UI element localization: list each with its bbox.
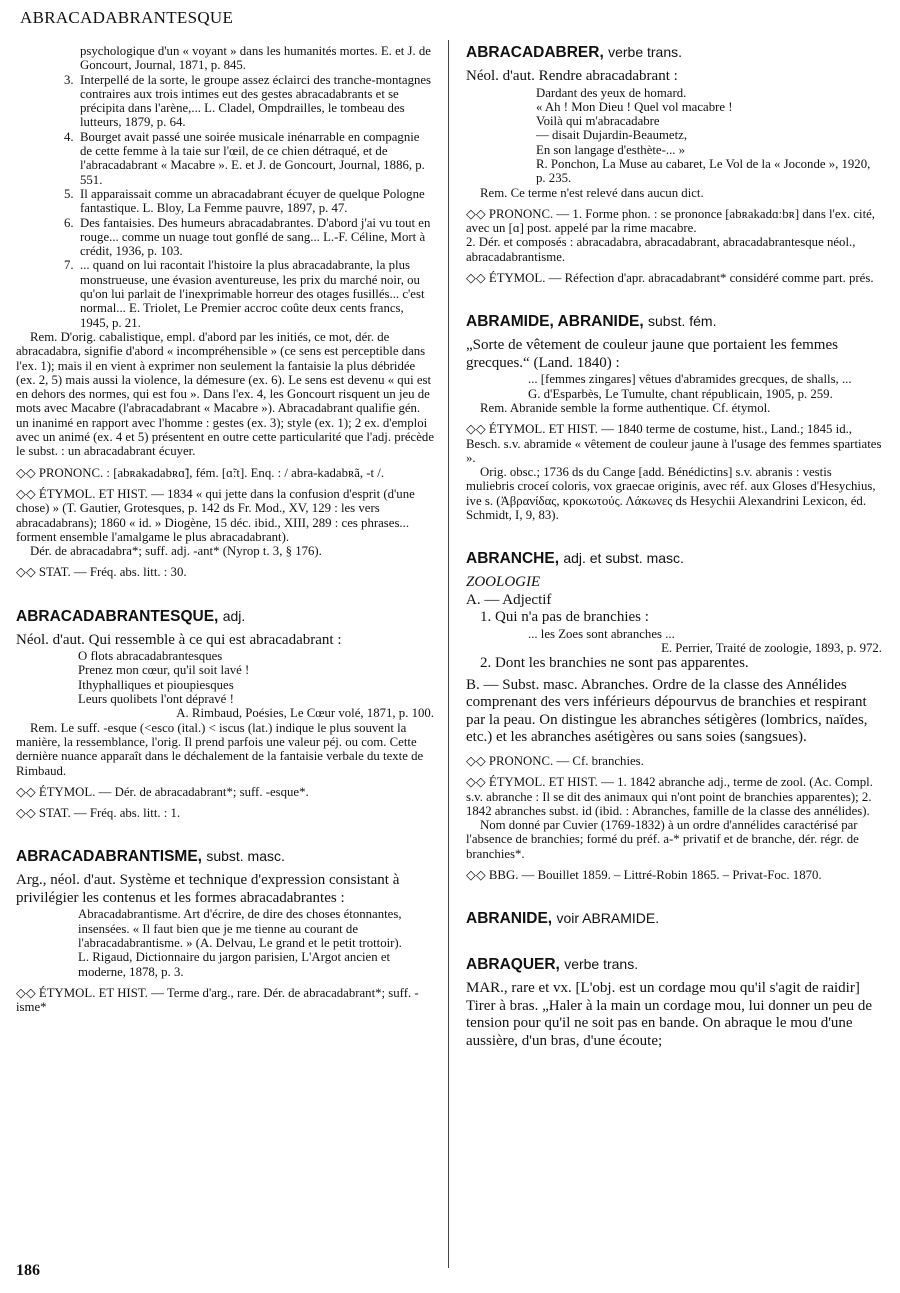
derivatives-abracadabrer: 2. Dér. et composés : abracadabra, abracadabrant, abracadabrantesque néol., abracadabrantisme. (466, 235, 856, 264)
page-number: 186 (16, 1262, 40, 1279)
sense-a2: 2. Dont les branchies ne sont pas apparentes. (480, 655, 749, 672)
definition-abraquer: MAR., rare et vx. [L'obj. est un cordage mou qu'il s'agit de raidir] Tirer à bras. „Haler à la main un cordage mou, lui donner un peu de tension pour qu'il ne soit pas en bande. On abraque le mou d'une aussière, d'un bras, d'une écoute; (466, 980, 872, 1049)
headword: ABRANCHE, (466, 550, 559, 568)
example-2-continued: psychologique d'un « voyant » dans les humanités mortes. E. et J. de Goncourt, Journal, 1871, p. 845. (80, 44, 431, 73)
column-divider (448, 40, 449, 1268)
part-of-speech: adj. et subst. masc. (563, 550, 684, 567)
etymology-origin: Orig. obsc.; 1736 ds du Cange [add. Bénédictins] s.v. abranis : vestis muliebris croceí coloris, vox graecae originis, avec réf. aux Gloses d'Hesychius, ive s. (Ἀβρανίδας, κροκωτούς. Λάκωνες ds Hesychii Alexandrini Lexicon, éd. Schmidt, I, 9, 83). (466, 465, 876, 523)
example-number: 7. (64, 258, 74, 273)
poem-line: Ithyphalliques et pioupiesques (78, 677, 234, 692)
etymology-abranche: ◇◇ ÉTYMOL. ET HIST. — 1. 1842 abranche adj., terme de zool. (Ac. Compl. s.v. abranche : Il se dit des animaux qui n'ont point de branchies apparentes); 2. 1842 abranches subst. id (ibid. : Abranches, famille de la classe des annélides). (466, 775, 873, 818)
part-of-speech: subst. masc. (206, 848, 285, 865)
headword: ABRAMIDE, ABRANIDE, (466, 313, 644, 331)
example-3 (64, 73, 434, 130)
example-text: Bourget avait passé une soirée musicale inénarrable en compagnie de cette femme à la taie sur l'œil, de ce chien détraqué, et de l'abracadabrant « Macabre ». E. et J. de Goncourt, Journal, 1886, p. 551. (80, 129, 425, 187)
remark-abracadabrant: Rem. D'orig. cabalistique, empl. d'abord par les initiés, ce mot, dér. de abracadabra, signifie d'abord « incompréhensible » (ce sens est perceptible dans l'ex. 1); mais il en vient à exprimer non seulement la fantaisie la plus débridée (ex. 2, 5) mais aussi la violence, la démesure (ex. 6). Le sens est devenu « qui est en dehors des normes, qui est fou ». Dans l'ex. 4, les Goncourt risquent un jeu de mots avec Macabre (l'abracadabrant « Macabre »). Abracadabrant qualifie gén. un inanimé en rapport avec l'homme : gestes (ex. 3); style (ex. 1); 2 ex. d'emploi avec un animé (ex. 4 et 5) présentent en outre cette particularité que l'adj. précède le subst. : un abracadabrant écuyer. (16, 329, 434, 459)
remark-abracadabrantesque: Rem. Le suff. -esque (<esco (ital.) < iscus (lat.) indique le plus souvent la manière, la ressemblance, l'orig. Il prend parfois une valeur péj. ou com. Cette dernière nuance apparaît dans le déchalement de la fantaisie verbale du texte de Rimbaud. (16, 720, 424, 778)
running-head: ABRACADABRANTESQUE (20, 8, 234, 27)
poem-line: O flots abracadabrantesques (78, 649, 223, 664)
poem-quote (536, 86, 882, 186)
etymology-note: Nom donné par Cuvier (1769-1832) à un ordre d'annélides caractérisé par l'absence de branchies; formé du préf. a-* privatif et de branche, dér. régr. de branchies*. (466, 818, 859, 861)
quote-source: A. Rimbaud, Poésies, Le Cœur volé, 1871, p. 100. (176, 706, 434, 721)
stat-abracadabrant: ◇◇ STAT. — Fréq. abs. litt. : 30. (16, 565, 187, 580)
quote-abracadabrantisme: Abracadabrantisme. Art d'écrire, de dire des choses étonnantes, insensées. « Il faut bien que je me tienne au courant de l'abracadabrantisme. » (A. Delvau, Le grand et le petit trottoir). (78, 907, 402, 951)
headword: ABRACADABRER, (466, 44, 604, 61)
definition-abracadabrer: Néol. d'aut. Rendre abracadabrant : (466, 68, 678, 84)
pronunciation-abranche: ◇◇ PRONONC. — Cf. branchies. (466, 753, 644, 768)
headword: ABRAQUER, (466, 956, 560, 974)
headword-abranide (466, 910, 882, 928)
remark-abracadabrer: Rem. Ce terme n'est relevé dans aucun dict. (480, 185, 704, 200)
poem-line: Dardant des yeux de homard. (536, 85, 687, 100)
poem-line: Leurs quolibets l'ont dépravé ! (78, 692, 234, 707)
headword-abracadabrantisme (16, 848, 434, 866)
definition-abramide: „Sorte de vêtement de couleur jaune que portaient les femmes grecques.“ (Land. 1840) : (466, 337, 838, 371)
example-text: Interpellé de la sorte, le groupe assez éclairci des tranche-montagnes contraires aux trois intimes eut des gestes abracadabrants et se précipita dans l'arène,... L. Cladel, Ompdrailles, le tombeau des lutteurs, 1879, p. 64. (80, 72, 432, 130)
headword: ABRANIDE, (466, 910, 553, 928)
example-4 (64, 130, 434, 187)
part-of-speech: verbe trans. (564, 956, 639, 973)
definition-abracadabrantesque: Néol. d'aut. Qui ressemble à ce qui est abracadabrant : (16, 631, 342, 648)
example-text: Il apparaissait comme un abracadabrant écuyer de quelque Pologne fantastique. L. Bloy, La Femme pauvre, 1897, p. 47. (80, 186, 425, 216)
cross-reference: voir ABRAMIDE. (556, 910, 660, 927)
quote-source: R. Ponchon, La Muse au cabaret, Le Vol de la « Joconde », 1920, p. 235. (536, 156, 871, 186)
sense-a1: 1. Qui n'a pas de branchies : (480, 609, 649, 626)
sense-a-label: A. — Adjectif (466, 591, 552, 608)
headword-abraquer (466, 956, 882, 974)
poem-quote (78, 649, 434, 720)
etymology-derivation: Dér. de abracadabra*; suff. adj. -ant* (Nyrop t. 3, § 176). (30, 544, 322, 559)
etymology-abracadabrantesque: ◇◇ ÉTYMOL. — Dér. de abracadabrant*; suff. -esque*. (16, 784, 309, 799)
quote-source: G. d'Esparbès, Le Tumulte, chant républicain, 1905, p. 259. (528, 386, 833, 401)
poem-line: Prenez mon cœur, qu'il soit lavé ! (78, 663, 250, 678)
bibliography-abranche: ◇◇ BBG. — Bouillet 1859. – Littré-Robin 1865. – Privat-Foc. 1870. (466, 868, 822, 882)
part-of-speech: adj. (222, 607, 246, 624)
part-of-speech: subst. fém. (648, 313, 717, 330)
headword: ABRACADABRANTISME, (16, 848, 202, 866)
etymology-abramide: ◇◇ ÉTYMOL. ET HIST. — 1840 terme de costume, hist., Land.; 1845 id., Besch. s.v. abramide « vêtement de couleur jaune à l'usage des femmes spartiates ». (466, 422, 882, 465)
stat-abracadabrantesque: ◇◇ STAT. — Fréq. abs. litt. : 1. (16, 806, 181, 821)
definition-abracadabrantisme: Arg., néol. d'aut. Système et technique d'expression consistant à privilégier les contenus et les formes abracadabrantes : (16, 872, 400, 906)
example-number: 4. (64, 129, 74, 144)
example-number: 6. (64, 215, 74, 230)
example-list (16, 73, 434, 330)
domain-label: ZOOLOGIE (466, 574, 541, 591)
poem-line: — disait Dujardin-Beaumetz, (536, 128, 688, 143)
example-number: 3. (64, 72, 74, 87)
etymology-abracadabrant: ◇◇ ÉTYMOL. ET HIST. — 1834 « qui jette dans la confusion d'esprit (d'une chose) » (T. Gautier, Grotesques, p. 142 ds Fr. Mod., XV, 129 : les vers abracadabrans); 1860 « id. » Diogène, 15 déc. ibid., XIII, 289 : ces phrases... forment ensemble l'amalgame le plus abracadabrant). (16, 486, 415, 544)
headword-abracadabrantesque (16, 608, 434, 626)
quote-abranche: ... les Zoes sont abranches ... (528, 626, 675, 641)
right-column (466, 44, 882, 1050)
poem-line: Voilà qui m'abracadabre (536, 114, 660, 129)
example-text: Des fantaisies. Des humeurs abracadabrantes. D'abord j'ai vu tout en rouge... comme un nuage tout gonflé de sang... L.-F. Céline, Mort à crédit, 1936, p. 103. (80, 215, 431, 259)
remark-abramide: Rem. Abranide semble la forme authentique. Cf. étymol. (480, 400, 771, 415)
etymology-abracadabrantisme: ◇◇ ÉTYMOL. ET HIST. — Terme d'arg., rare. Dér. de abracadabrant*; suff. -isme* (16, 985, 419, 1015)
example-6 (64, 216, 434, 259)
pronunciation-abracadabrant: ◇◇ PRONONC. : [abʀakadabʀɑ̃], fém. [ɑ̃:t]. Enq. : / abra-kadabʀã, -t /. (16, 465, 385, 480)
quote-source: L. Rigaud, Dictionnaire du jargon parisien, L'Argot ancien et moderne, 1878, p. 3. (78, 950, 391, 979)
sense-b: B. — Subst. masc. Abranches. Ordre de la classe des Annélides comprenant des vers inférieurs dépourvus de branchies et respirant par la peau. On distingue les abranches sétigères (lombrics, naïdes, etc.) et les abranches asétigères ou sans soies (sangsues). (466, 676, 868, 746)
example-5 (64, 187, 434, 216)
headword-abranche (466, 550, 882, 568)
example-7 (64, 258, 434, 329)
example-number: 5. (64, 186, 74, 201)
part-of-speech: verbe trans. (608, 44, 683, 60)
headword: ABRACADABRANTESQUE, (16, 607, 219, 625)
headword-abracadabrer (466, 44, 882, 62)
example-text: ... quand on lui racontait l'histoire la plus abracadabrante, la plus monstrueuse, une évasion aventureuse, les prix du marché noir, ou qu'on lui parlait de l'inexprimable horreur des otages fusillés... c'est normal... E. Triolet, Le Premier accroc coûte deux cents francs, 1945, p. 21. (80, 258, 425, 330)
poem-line: « Ah ! Mon Dieu ! Quel vol macabre ! (536, 99, 733, 114)
pronunciation-abracadabrer: ◇◇ PRONONC. — 1. Forme phon. : se prononce [abʀakadɑ:bʀ] dans l'ex. cité, avec un [ɑ] post. appelé par la rime macabre. (466, 206, 876, 236)
quote-abramide: ... [femmes zingares] vêtues d'abramides grecques, de shalls, ... (528, 372, 852, 387)
quote-source: E. Perrier, Traité de zoologie, 1893, p. 972. (661, 641, 882, 656)
headword-abramide (466, 313, 882, 331)
left-column (16, 44, 434, 1015)
etymology-abracadabrer: ◇◇ ÉTYMOL. — Réfection d'apr. abracadabrant* considéré comme part. prés. (466, 271, 874, 286)
poem-line: En son langage d'esthète-... » (536, 142, 686, 157)
